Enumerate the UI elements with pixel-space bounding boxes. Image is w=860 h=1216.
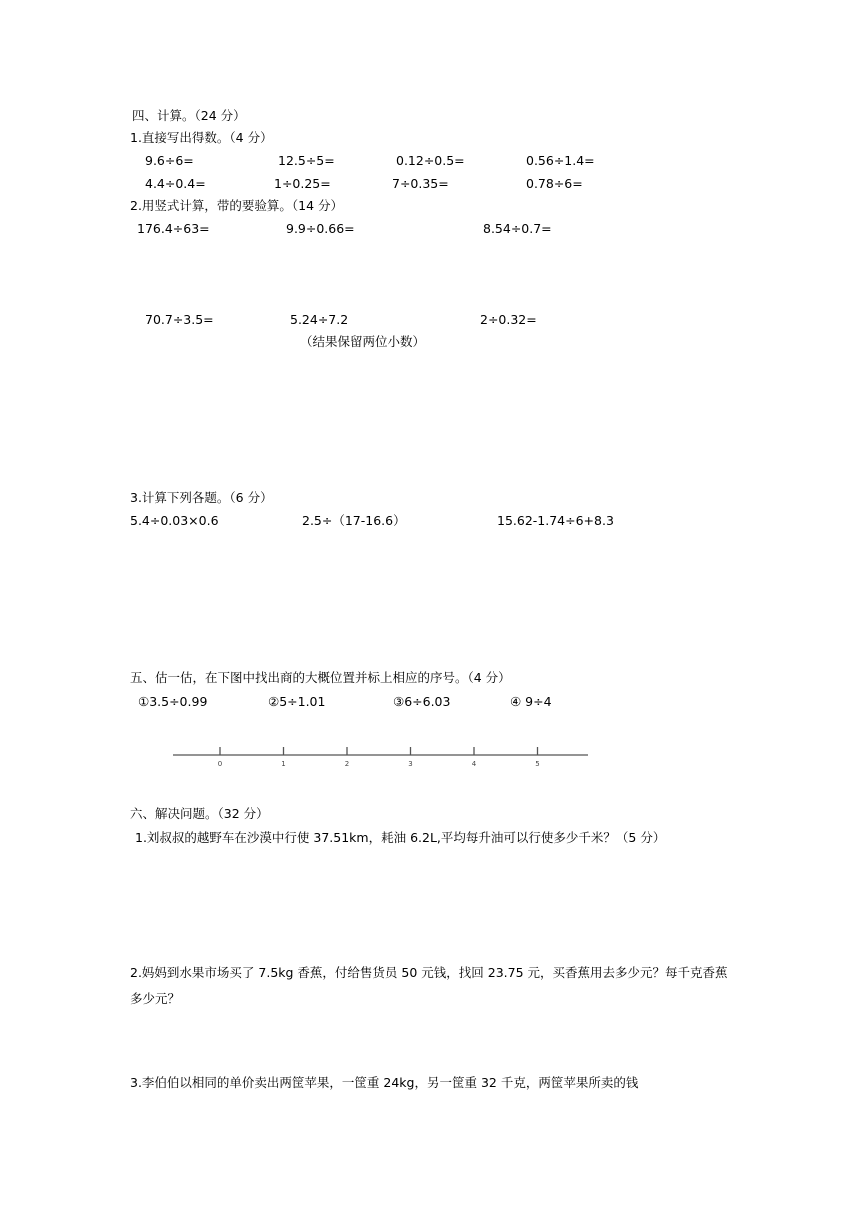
q1-problem: 12.5÷5= <box>278 153 335 168</box>
problem-3: 3.李伯伯以相同的单价卖出两筐苹果，一筐重 24kg，另一筐重 32 千克，两筐苹果所卖的钱 <box>130 1075 639 1090</box>
number-line-tick-label: 2 <box>344 760 350 768</box>
number-line-tick-label: 3 <box>408 760 413 768</box>
q1-problem: 0.12÷0.5= <box>396 153 465 168</box>
q1-title: 1.直接写出得数。（4 分） <box>130 130 273 145</box>
q1-problem: 4.4÷0.4= <box>145 176 206 191</box>
number-line-tick-label: 1 <box>281 760 286 768</box>
q1-problem: 0.56÷1.4= <box>526 153 595 168</box>
section4-title: 四、计算。（24 分） <box>132 108 246 123</box>
q2-title: 2.用竖式计算，带的要验算。（14 分） <box>130 198 344 213</box>
q2-problem: 9.9÷0.66= <box>286 221 355 236</box>
problem-2: 2.妈妈到水果市场买了 7.5kg 香蕉，付给售货员 50 元钱，找回 23.75 元，买香蕉用去多少元？每千克香蕉多少元？ <box>130 965 728 1006</box>
q2-note: （结果保留两位小数） <box>300 334 426 349</box>
q1-problem: 9.6÷6= <box>145 153 194 168</box>
q1-problem: 7÷0.35= <box>392 176 449 191</box>
q1-problem: 0.78÷6= <box>526 176 583 191</box>
number-line-tick-label: 4 <box>471 760 477 768</box>
q2-problem: 5.24÷7.2 <box>290 312 349 327</box>
estimate-item: ③6÷6.03 <box>393 694 451 709</box>
number-line-tick-label: 0 <box>217 760 223 768</box>
q2-problem: 176.4÷63= <box>137 221 210 236</box>
q2-problem: 8.54÷0.7= <box>483 221 552 236</box>
problem-1: 1.刘叔叔的越野车在沙漠中行使 37.51km，耗油 6.2L,平均每升油可以行使多少千米？（5 分） <box>135 830 666 845</box>
estimate-item: ④ 9÷4 <box>510 694 552 709</box>
q3-problem: 5.4÷0.03×0.6 <box>130 513 219 528</box>
section6-title: 六、解决问题。（32 分） <box>130 806 269 821</box>
number-line-tick-label: 5 <box>535 760 540 768</box>
q3-title: 3.计算下列各题。（6 分） <box>130 490 273 505</box>
number-line <box>170 742 590 770</box>
q3-problem: 2.5÷（17-16.6） <box>302 513 406 528</box>
q1-problem: 1÷0.25= <box>274 176 331 191</box>
estimate-item: ②5÷1.01 <box>268 694 326 709</box>
q3-problem: 15.62-1.74÷6+8.3 <box>497 513 614 528</box>
q2-problem: 2÷0.32= <box>480 312 537 327</box>
q2-problem: 70.7÷3.5= <box>145 312 214 327</box>
section5-title: 五、估一估，在下图中找出商的大概位置并标上相应的序号。（4 分） <box>130 670 511 685</box>
estimate-item: ①3.5÷0.99 <box>138 694 208 709</box>
